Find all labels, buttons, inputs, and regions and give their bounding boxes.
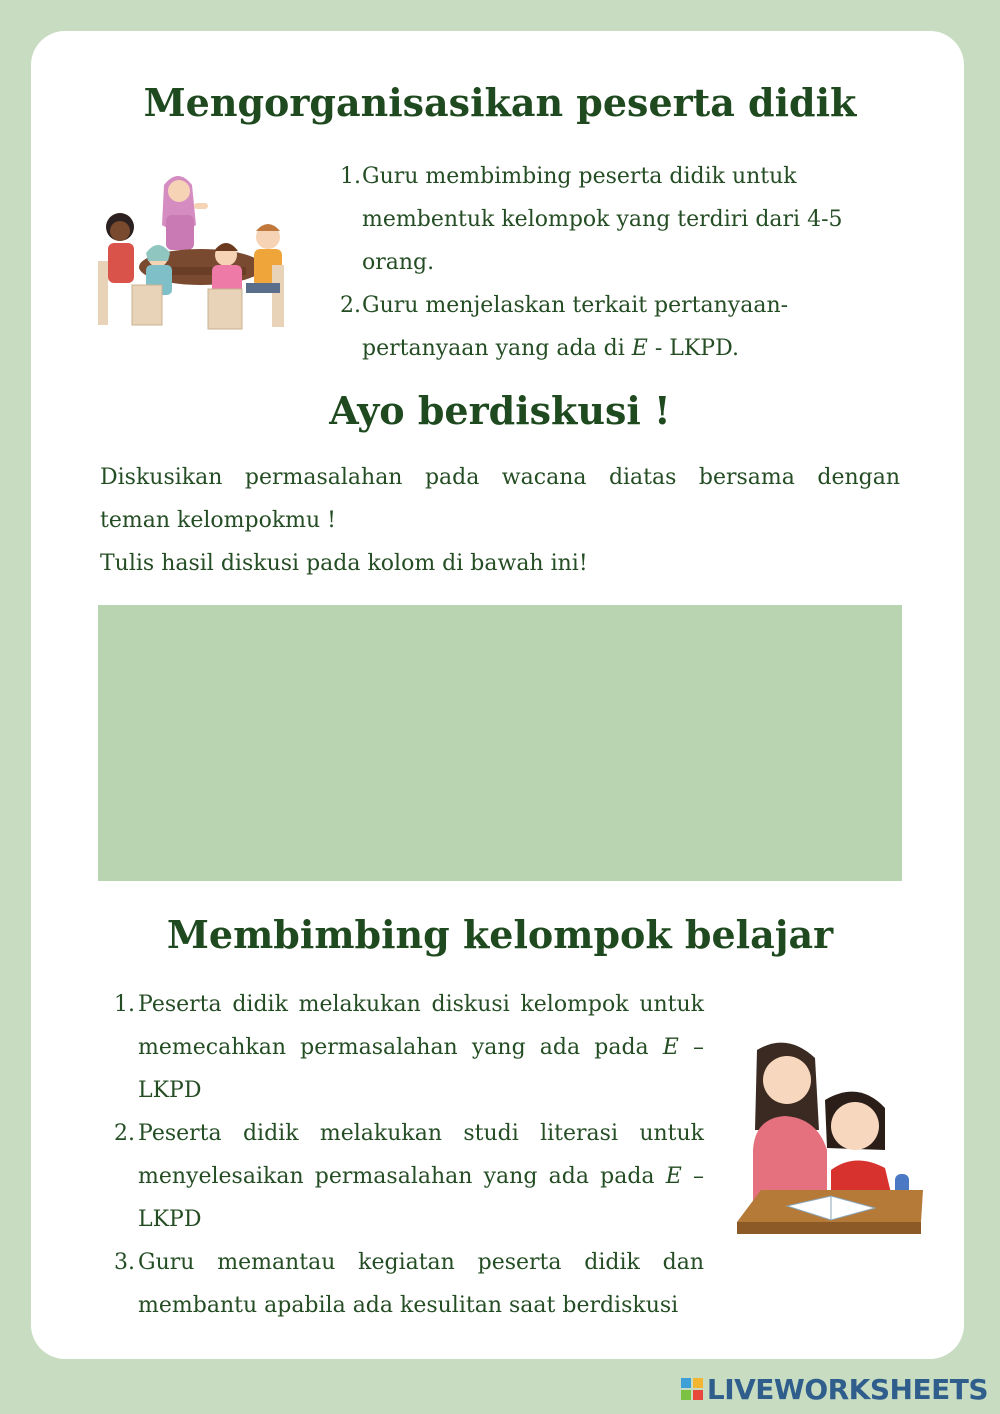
discussion-instructions (100, 456, 900, 585)
list-item (114, 1241, 704, 1327)
tutoring-illustration (735, 1040, 927, 1240)
list-item-text: Peserta didik melakukan diskusi kelompok untuk memecahkan permasalahan yang ada pada (138, 992, 704, 1060)
discussion-answer-input[interactable] (98, 605, 902, 881)
section2-title: Ayo berdiskusi ! (329, 388, 671, 433)
list-item-number: 1. (114, 992, 135, 1017)
list-item-number: 2. (340, 293, 361, 318)
list-item-number: 3. (114, 1250, 135, 1275)
list-item-tail: - LKPD. (647, 336, 739, 361)
list-item-text: Guru menjelaskan terkait pertanyaan-pertanyaan yang ada di (362, 293, 789, 361)
list-item (340, 155, 900, 284)
section1-title: Mengorganisasikan peserta didik (143, 80, 857, 125)
list-item-italic: E (665, 1164, 682, 1189)
list-item (114, 983, 704, 1112)
list-item-tail: – LKPD (138, 1035, 704, 1103)
list-item-tail: – LKPD (138, 1164, 704, 1232)
instruction-line-2: teman kelompokmu ! (100, 508, 337, 533)
section3-list (114, 983, 704, 1327)
list-item-text: Guru membimbing peserta didik untuk membentuk kelompok yang terdiri dari 4-5 orang. (362, 164, 843, 275)
list-item (340, 284, 900, 370)
logo-text: LIVEWORKSHEETS (706, 1372, 988, 1406)
list-item-number: 1. (340, 164, 361, 189)
section1-list (340, 155, 900, 370)
list-item (114, 1112, 704, 1241)
list-item-text: Guru memantau kegiatan peserta didik dan membantu apabila ada kesulitan saat berdiskusi (138, 1250, 704, 1318)
liveworksheets-logo (681, 1373, 988, 1405)
liveworksheets-badge-icon (681, 1378, 703, 1400)
list-item-number: 2. (114, 1121, 135, 1146)
section3-title: Membimbing kelompok belajar (166, 912, 834, 957)
instruction-line-1: Diskusikan permasalahan pada wacana diatas bersama dengan (100, 465, 900, 490)
list-item-italic: E (662, 1035, 679, 1060)
list-item-text: Peserta didik melakukan studi literasi untuk menyelesaikan permasalahan yang ada pada (138, 1121, 704, 1189)
instruction-line-3: Tulis hasil diskusi pada kolom di bawah ini! (100, 551, 588, 576)
list-item-italic: E (631, 336, 648, 361)
classroom-group-illustration (96, 165, 292, 341)
